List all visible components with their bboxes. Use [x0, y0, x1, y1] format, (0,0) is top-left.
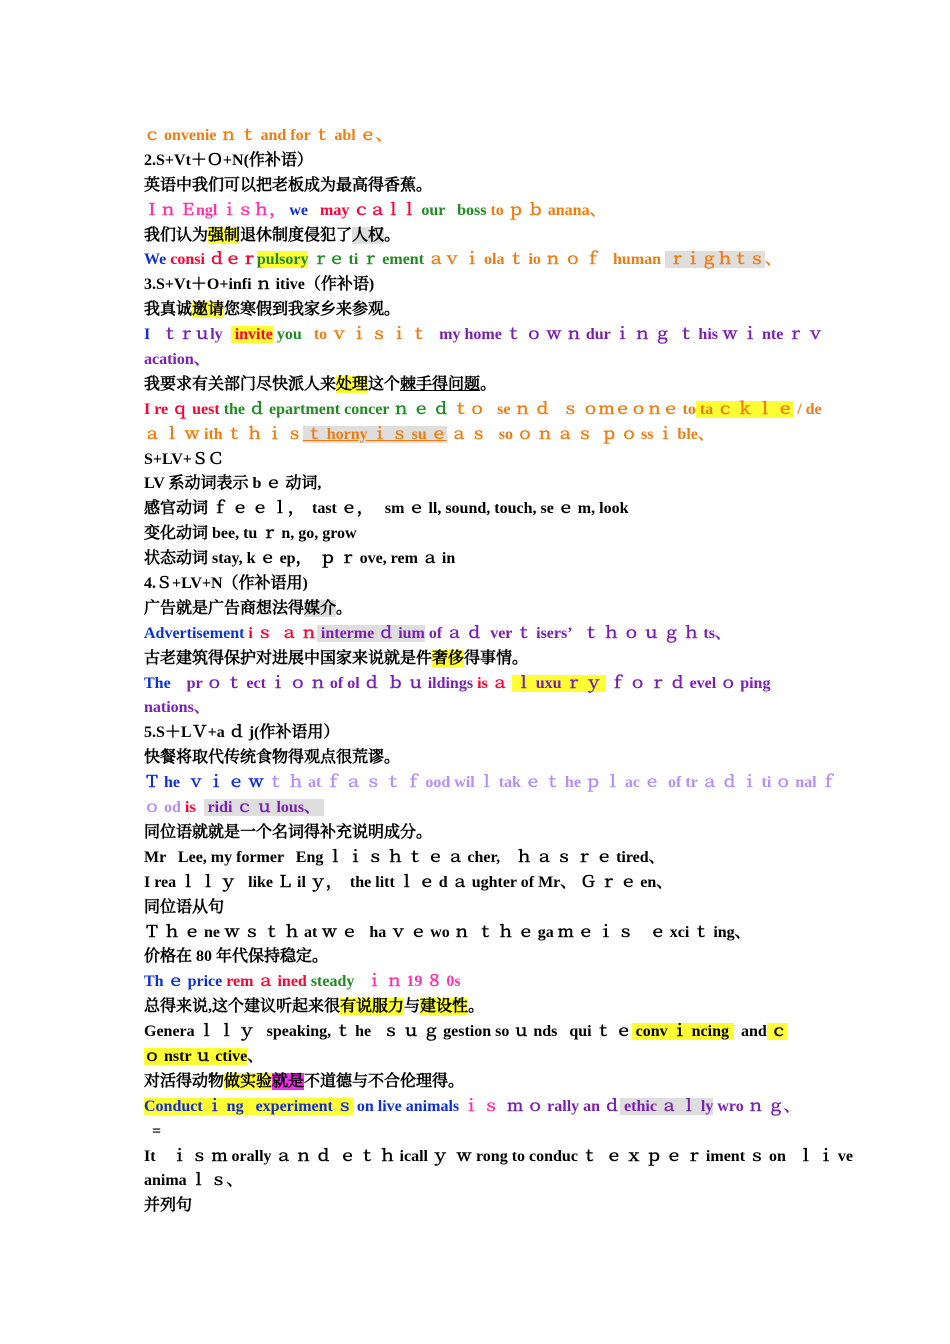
text-segment: anima ｌ ｓ、 — [144, 1172, 243, 1190]
text-segment: ｉ ｎ 19 ８ 0s — [362, 973, 461, 991]
highlighted-text: ridi ｃ ｕ lous、 — [203, 799, 325, 817]
text-segment: ｉ ｓ — [459, 1097, 504, 1115]
text-segment: 。 — [468, 998, 485, 1016]
text-segment: I re ｑ uest — [144, 400, 220, 418]
text-segment: 棘手得问题 — [400, 375, 481, 393]
text-line — [144, 921, 816, 946]
text-segment: 2.S+Vt＋Ｏ+N(作补语） — [144, 151, 313, 169]
text-segment: 快餐将取代传统食物得观点很荒谬。 — [144, 749, 401, 767]
highlighted-text: ta ｃ ｋ ｌ ｅ — [695, 400, 794, 418]
highlighted-text: 就是 — [272, 1072, 305, 1090]
text-segment: 3.S+Vt＋O+infi ｎ itive（作补语) — [144, 276, 375, 294]
highlighted-text: pulsory — [256, 251, 309, 269]
document-body — [144, 124, 854, 1219]
text-segment: ｖ ｉ ｅ ｗ — [180, 774, 265, 792]
text-line — [144, 472, 816, 497]
text-segment: is ａ — [473, 674, 512, 692]
text-segment: wro ｎ ｇ、 — [713, 1097, 800, 1115]
text-segment: 5.S＋LＶ+a ｄ j(作补语用） — [144, 724, 340, 742]
text-segment: S+LV+ＳＣ — [144, 450, 224, 468]
text-segment: 、 — [764, 251, 781, 269]
text-segment: ｔｏ — [449, 400, 494, 418]
text-segment: I rea ｌ ｌ ｙ like Ｌ il ｙ， the litt ｌ ｅ d ａ ughter of Mr、 Ｇ ｒ ｅ en、 — [144, 873, 673, 891]
text-segment: 同位语就就是一个名词得补充说明成分。 — [144, 823, 433, 841]
text-segment: so ｏ ｎ ａ ｓ ｐ ｏ ss ｉ ble、 — [494, 425, 714, 443]
text-segment: ｆ ｏ ｒ ｄ evel ｏ ping — [605, 674, 771, 692]
text-segment: 价格在 80 年代保持稳定。 — [144, 948, 329, 966]
text-line — [144, 448, 816, 473]
text-line — [144, 1194, 816, 1219]
text-segment: The — [144, 674, 179, 692]
highlighted-text: Conduct ｉ ng experiment ｓ — [144, 1097, 353, 1115]
text-segment: se ｎ ｄ — [493, 400, 559, 418]
text-segment: you — [272, 326, 310, 344]
text-segment: acation、 — [144, 351, 210, 369]
text-segment: ａｖ ｉ ola ｔ io ｎ ｏ ｆ — [424, 251, 609, 269]
text-segment: 变化动词 bee, tu ｒ n, go, grow — [144, 525, 357, 543]
highlighted-text: interme ｄ ium — [316, 624, 425, 642]
text-line — [144, 1070, 816, 1095]
highlighted-text: ｏ nstr ｕ ctive — [144, 1047, 248, 1065]
text-line — [144, 796, 816, 821]
text-segment: on live animals — [352, 1097, 460, 1115]
text-segment: consi ｄｅｒ — [166, 251, 257, 269]
text-line — [144, 1095, 816, 1120]
text-segment: = — [144, 1122, 162, 1140]
text-segment: 英语中我们可以把老板成为最高得香蕉。 — [144, 176, 433, 194]
text-segment: to ｐ ｂ anana、 — [486, 201, 606, 219]
text-segment: 我们认为 — [144, 226, 209, 244]
text-line — [144, 1020, 816, 1045]
text-segment: rem ａ ined — [222, 973, 307, 991]
text-segment: is — [180, 799, 204, 817]
text-segment: ａ ｎ — [276, 624, 317, 642]
text-segment: 状态动词 stay, k ｅ ep， ｐ ｒ ove, rem ａ in — [144, 550, 456, 568]
text-segment: 古老建筑得保护对进展中国家来说就是件 — [144, 649, 433, 667]
highlighted-text: ｔ horny ｉ ｓ su ｅ — [302, 425, 447, 443]
text-segment: 。 — [336, 599, 353, 617]
text-line — [144, 248, 816, 273]
text-segment: 、 — [247, 1047, 264, 1065]
text-segment: pr ｏ ｔ ect ｉ ｏ ｎ of ol ｄ ｂ ｕ ildings — [178, 674, 474, 692]
text-segment: 您寒假到我家乡来参观。 — [224, 301, 401, 319]
text-segment: 得事情。 — [464, 649, 529, 667]
text-segment: 4.Ｓ+LV+N（作补语用) — [144, 575, 308, 593]
text-segment: 我真诚 — [144, 301, 193, 319]
text-line — [144, 821, 816, 846]
text-segment: It ｉ ｓ ｍ orally ａ ｎ ｄ ｅ ｔ ｈ icall ｙ ｗ rong to conduc ｔ ｅ ｘ ｐ ｅ ｒ iment ｓ on ｌ ｉ ve — [144, 1147, 854, 1165]
text-line — [144, 522, 816, 547]
text-segment: 这个 — [368, 375, 401, 393]
text-segment: 我要求有关部门尽快派人来 — [144, 375, 337, 393]
text-segment: / de — [793, 400, 822, 418]
highlighted-text: 强制 — [208, 226, 241, 244]
text-line — [144, 398, 822, 423]
text-segment: we — [285, 201, 317, 219]
text-segment: Ｔ ｈ ｅ ne ｗ ｓ ｔ ｈ at ｗ ｅ ha ｖ ｅ wo ｎ ｔ ｈ ｅ ga ｍ ｅ ｉ ｓ ｅ xci ｔ ing、 — [144, 923, 751, 941]
text-segment: Genera ｌ ｌ ｙ speaking, ｔ he ｓ ｕ ｇ gestion so ｕ nds qui ｔ ｅ — [144, 1023, 632, 1041]
text-line — [144, 497, 816, 522]
text-segment: 广告就是广告商想法得 — [144, 599, 305, 617]
text-segment: 同位语从句 — [144, 898, 225, 916]
text-line — [144, 871, 816, 896]
highlighted-text: ｃ — [766, 1023, 787, 1041]
text-segment: our — [417, 201, 454, 219]
text-line — [144, 1169, 816, 1194]
text-line — [144, 721, 816, 746]
highlighted-text: 人权 — [352, 226, 385, 244]
text-segment: Ｔ he — [144, 774, 181, 792]
text-segment: ａ ｌ ｗ ith ｔ ｈ ｉ ｓ — [144, 425, 303, 443]
text-segment: and — [732, 1023, 767, 1041]
text-segment: ｍ ｏ rally an ｄ — [503, 1097, 621, 1115]
text-segment: price — [183, 973, 223, 991]
text-line — [144, 846, 816, 871]
highlighted-text: 有说服力 — [340, 998, 405, 1016]
text-line — [144, 1045, 816, 1070]
highlighted-text: ｒｉｇｈｔｓ — [664, 251, 765, 269]
text-segment: nations、 — [144, 699, 210, 717]
text-line — [144, 1145, 854, 1170]
text-line — [144, 547, 816, 572]
highlighted-text: ｌ uxu ｒ ｙ — [511, 674, 606, 692]
highlighted-text: 处理 — [336, 375, 369, 393]
text-segment: I — [144, 326, 159, 344]
text-line — [144, 995, 816, 1020]
text-segment: ａ ｓ — [446, 425, 495, 443]
text-line — [144, 622, 816, 647]
text-line — [144, 323, 824, 348]
text-segment: the ｄ epartment concer ｎ ｅ ｄ — [219, 400, 450, 418]
text-segment: Mr Lee, my former Eng ｌ ｉ ｓ ｈ ｔ ｅ ａ cher, ｈ ａ ｓ ｒ ｅ tired、 — [144, 848, 665, 866]
text-line — [144, 273, 816, 298]
text-segment: human — [608, 251, 665, 269]
text-segment: to ｖ ｉ ｓ ｉ ｔ — [309, 326, 436, 344]
text-line — [144, 970, 816, 995]
highlighted-text: 做实验 — [224, 1072, 273, 1090]
text-segment: 对活得动物 — [144, 1072, 225, 1090]
text-segment: 与 — [404, 998, 421, 1016]
text-line — [144, 124, 816, 149]
text-line — [144, 771, 837, 796]
text-segment: ｔｒｕly — [158, 326, 231, 344]
text-line — [144, 696, 816, 721]
text-segment: ｃ onvenie ｎ ｔ and for ｔ abl ｅ、 — [144, 127, 392, 144]
highlighted-text: 媒介 — [304, 599, 337, 617]
text-segment: steady — [306, 973, 363, 991]
text-segment: ｏ od — [144, 799, 181, 817]
text-segment: 不道德与不合伦理得。 — [304, 1072, 465, 1090]
text-segment: my home ｔ ｏ ｗ ｎ dur ｉ ｎ ｇ ｔ his ｗ ｉ nte ｒ ｖ — [435, 326, 824, 344]
highlighted-text: 奢侈 — [432, 649, 465, 667]
text-segment: i ｓ — [244, 624, 277, 642]
text-line — [144, 224, 816, 249]
text-segment: 。 — [480, 375, 497, 393]
text-line — [144, 1120, 816, 1145]
text-segment: 总得来说,这个建议听起来很 — [144, 998, 341, 1016]
text-line — [144, 174, 816, 199]
text-segment: 感官动词 ｆ ｅ ｅ ｌ， tast ｅ， sm ｅ ll, sound, touch, se ｅ m, look — [144, 500, 629, 518]
text-line — [144, 348, 816, 373]
text-segment: boss — [453, 201, 487, 219]
text-segment: of ａ ｄ ver ｔ isers’ — [424, 624, 576, 642]
text-segment: We — [144, 251, 167, 269]
text-line — [144, 149, 816, 174]
text-segment: ｒｅ ti ｒ ement — [308, 251, 425, 269]
text-segment: may ｃａｌｌ — [316, 201, 418, 219]
highlighted-text: 邀请 — [192, 301, 225, 319]
highlighted-text: invite — [230, 326, 273, 344]
text-line — [144, 896, 816, 921]
text-segment: 。 — [384, 226, 401, 244]
text-segment: Ｉｎ Ｅngl ｉｓｈ， — [144, 201, 286, 219]
text-segment: 并列句 — [144, 1197, 193, 1215]
text-segment: ｔ ｈ ｏ ｕ ｇ ｈ ts、 — [575, 624, 731, 642]
text-line — [144, 373, 816, 398]
highlighted-text: ethic ａ ｌ ly — [620, 1097, 714, 1115]
text-line — [144, 597, 816, 622]
text-segment: Th ｅ — [144, 973, 184, 991]
text-line — [144, 199, 816, 224]
text-line — [144, 945, 816, 970]
text-segment: LV 系动词表示 b ｅ 动词, — [144, 475, 322, 493]
highlighted-text: conv ｉ ncing — [631, 1023, 733, 1041]
text-line — [144, 647, 816, 672]
text-line — [144, 423, 816, 448]
text-line — [144, 298, 816, 323]
text-segment: ｓ ｏｍｅｏｎｅ to — [558, 400, 696, 418]
text-line — [144, 572, 816, 597]
text-segment: Advertisement — [144, 624, 245, 642]
text-line — [144, 746, 816, 771]
text-segment: 退休制度侵犯了 — [240, 226, 353, 244]
text-line — [144, 672, 816, 697]
highlighted-text: 建设性 — [420, 998, 469, 1016]
text-segment: ｔ ｈ at ｆ ａ ｓ ｔ ｆ ood wil ｌ tak ｅ ｔ he ｐ ｌ ac ｅ of tr ａ ｄ ｉ ti ｏ nal ｆ — [264, 774, 837, 792]
